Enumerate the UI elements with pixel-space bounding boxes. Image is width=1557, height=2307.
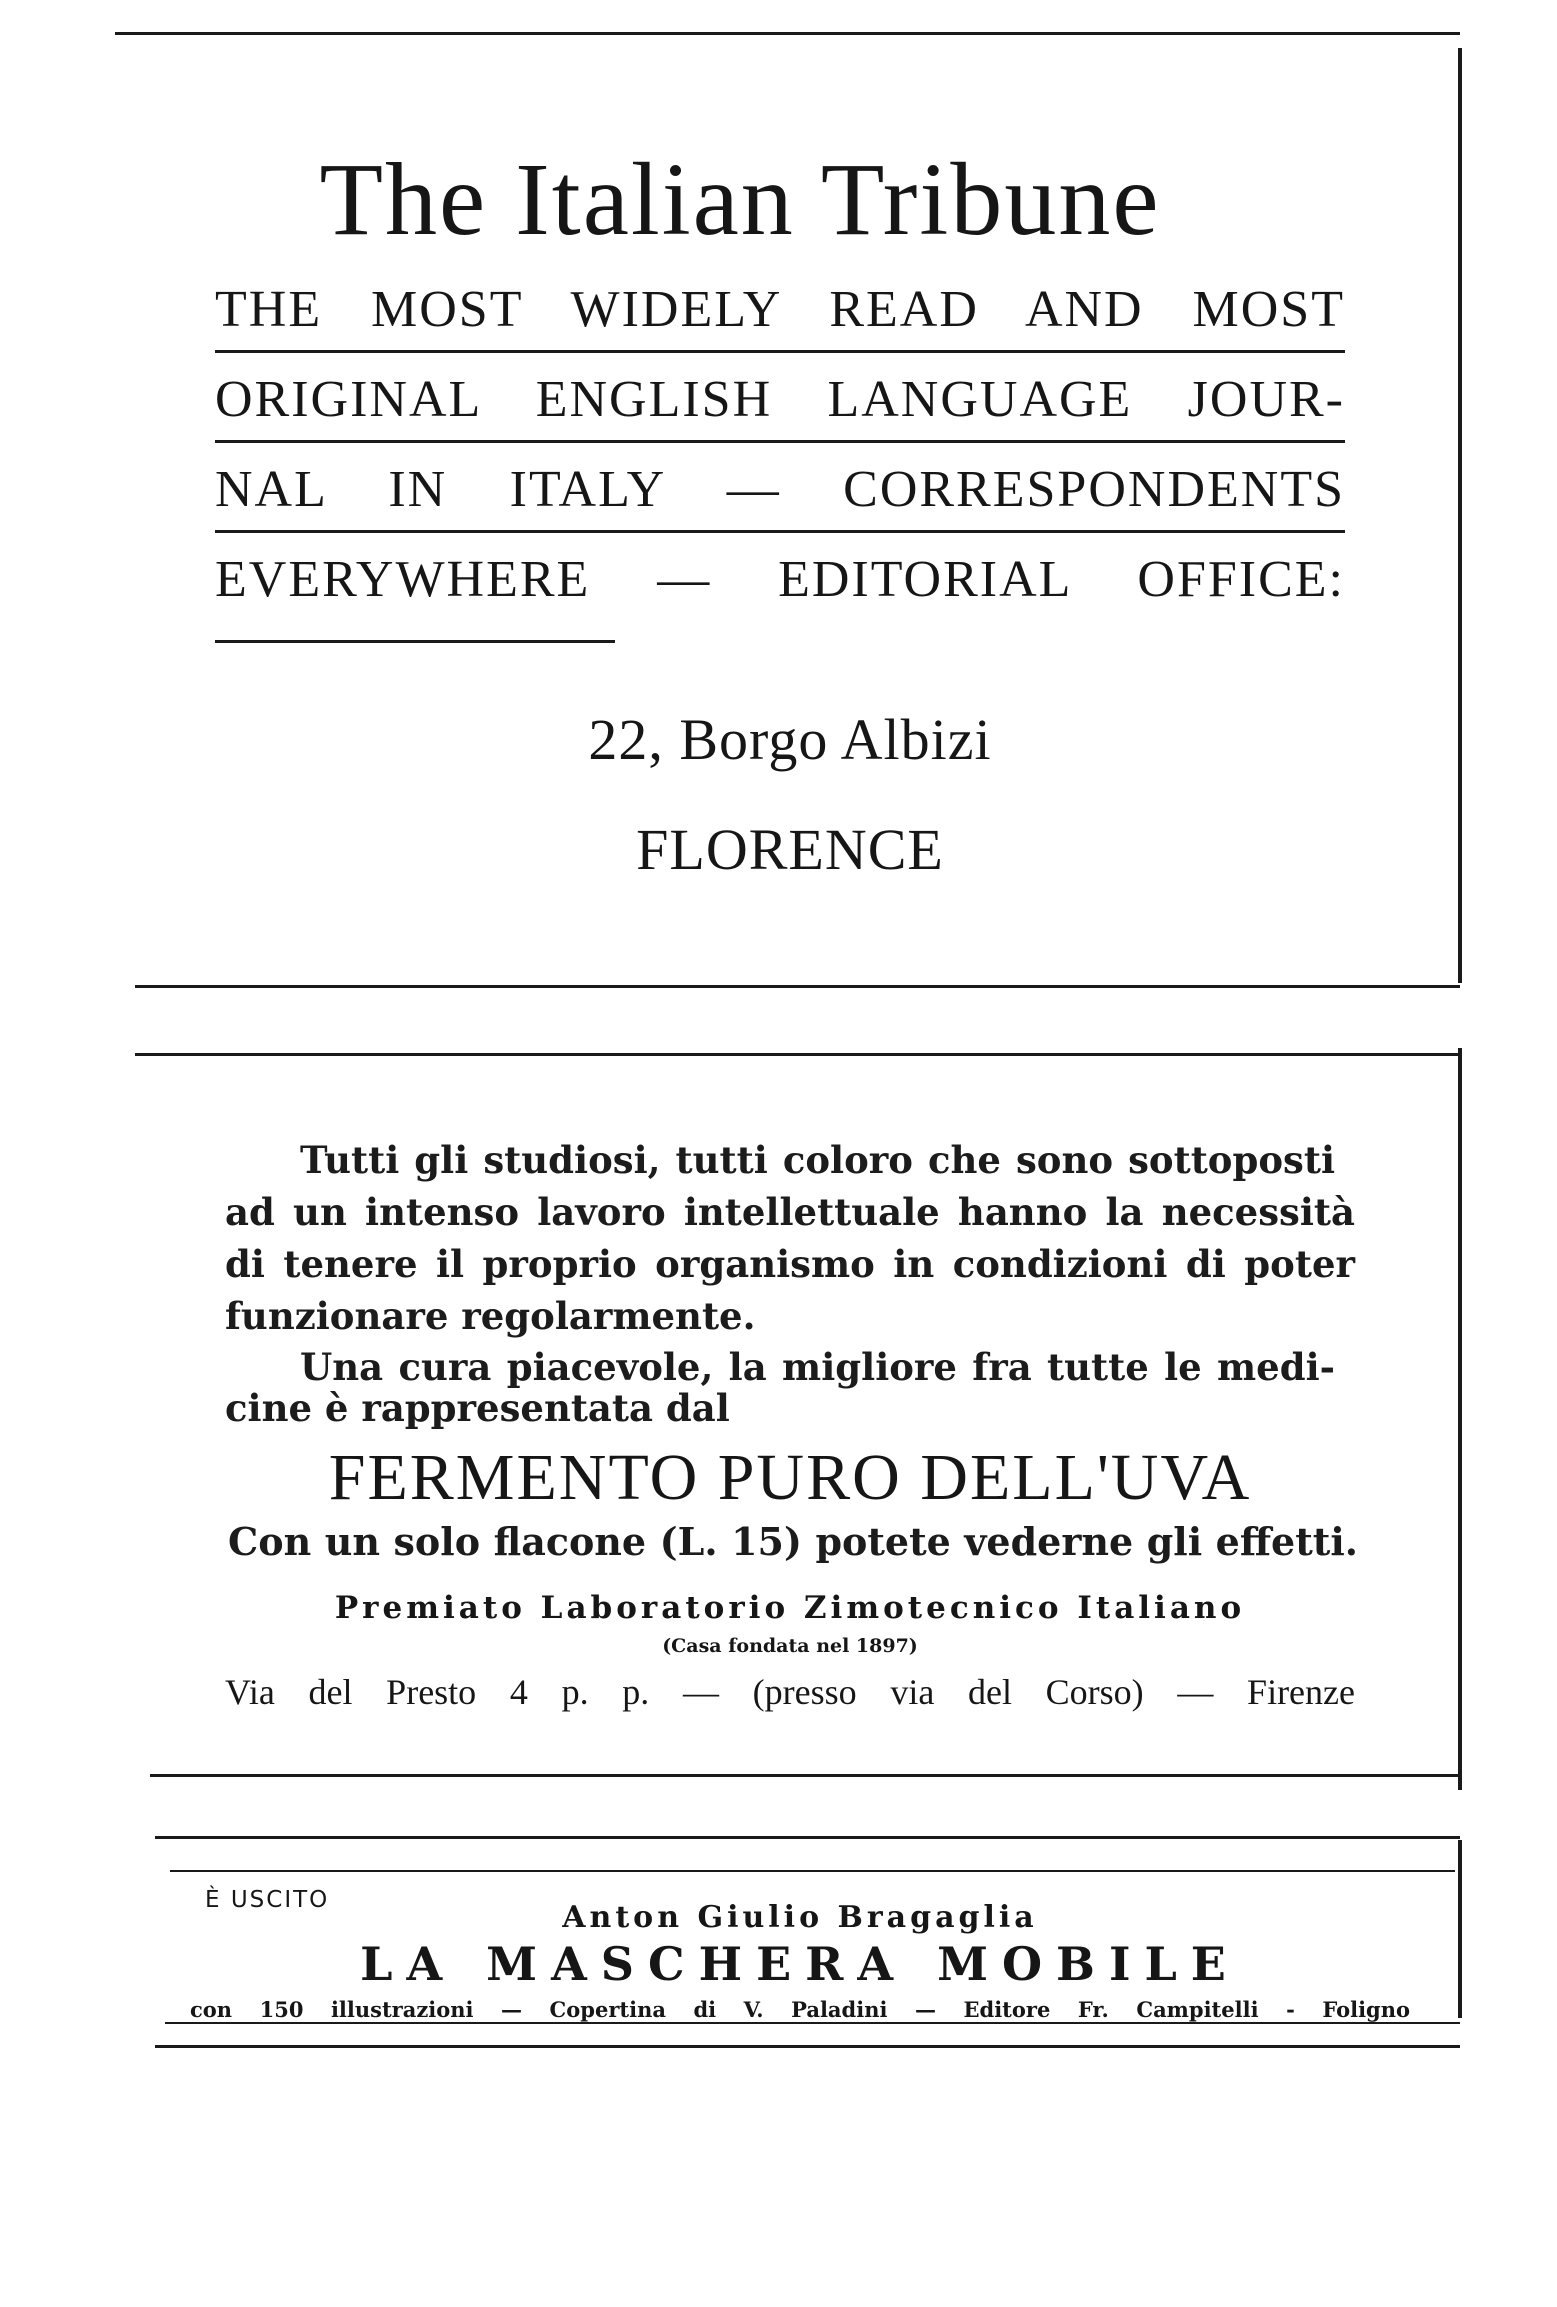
ad2-body-line-5: Una cura piacevole, la migliore fra tutte le medi- <box>300 1345 1335 1389</box>
ad3-right-rule <box>1458 1840 1462 2018</box>
ad2-top-rule <box>135 1053 1460 1056</box>
ad2-body-line-2: ad un intenso lavoro intellettuale hanno la necessità <box>225 1190 1355 1234</box>
ad1-bottom-rule <box>135 985 1460 988</box>
ad1-address-street: 22, Borgo Albizi <box>588 707 992 772</box>
ad1-address-city: FLORENCE <box>636 817 944 882</box>
ad3-author: Anton Giulio Bragaglia <box>562 1900 1038 1935</box>
ad1-line-3: NAL IN ITALY — CORRESPONDENTS <box>215 461 1345 518</box>
ad2-body-line-1: Tutti gli studiosi, tutti coloro che sono sottoposti <box>300 1138 1335 1182</box>
ad1-line-1: THE MOST WIDELY READ AND MOST <box>215 281 1345 338</box>
ad1-rule-1 <box>215 350 1345 353</box>
ad2-founded: (Casa fondata nel 1897) <box>662 1635 918 1657</box>
ad2-address: Via del Presto 4 p. p. — (presso via del Corso) — Firenze <box>225 1672 1355 1712</box>
ad1-rule-4 <box>215 640 615 643</box>
ad2-right-rule <box>1458 1048 1462 1790</box>
ad1-title: The Italian Tribune <box>319 142 1161 257</box>
ad2-bottom-rule <box>150 1774 1460 1777</box>
ad2-body-line-4: funzionare regolarmente. <box>225 1294 756 1338</box>
ad2-body-line-6: cine è rappresentata dal <box>225 1386 730 1430</box>
ad3-top-rule <box>155 1836 1460 1839</box>
ad1-line-2: ORIGINAL ENGLISH LANGUAGE JOUR- <box>215 371 1345 428</box>
ad2-laboratory: Premiato Laboratorio Zimotecnico Italiano <box>334 1590 1246 1626</box>
ad2-body-line-3: di tenere il proprio organismo in condizioni di poter <box>225 1242 1355 1286</box>
ad2-offer: Con un solo flacone (L. 15) potete vederne gli effetti. <box>228 1519 1358 1564</box>
ad1-line-4: EVERYWHERE — EDITORIAL OFFICE: <box>215 551 1345 608</box>
ad3-inner-top-rule <box>170 1870 1455 1872</box>
ad2-product-name: FERMENTO PURO DELL'UVA <box>328 1441 1252 1514</box>
ad1-top-rule <box>115 32 1460 35</box>
ad1-right-rule <box>1458 48 1462 983</box>
ad3-credits: con 150 illustrazioni — Copertina di V. Paladini — Editore Fr. Campitelli - Foligno <box>190 1997 1410 2022</box>
ad1-rule-2 <box>215 440 1345 443</box>
ad3-book-title: LA MASCHERA MOBILE <box>360 1937 1240 1991</box>
ad1-rule-3 <box>215 530 1345 533</box>
ad3-uscito: È USCITO <box>205 1887 330 1913</box>
ad3-bottom-rule <box>155 2045 1460 2048</box>
